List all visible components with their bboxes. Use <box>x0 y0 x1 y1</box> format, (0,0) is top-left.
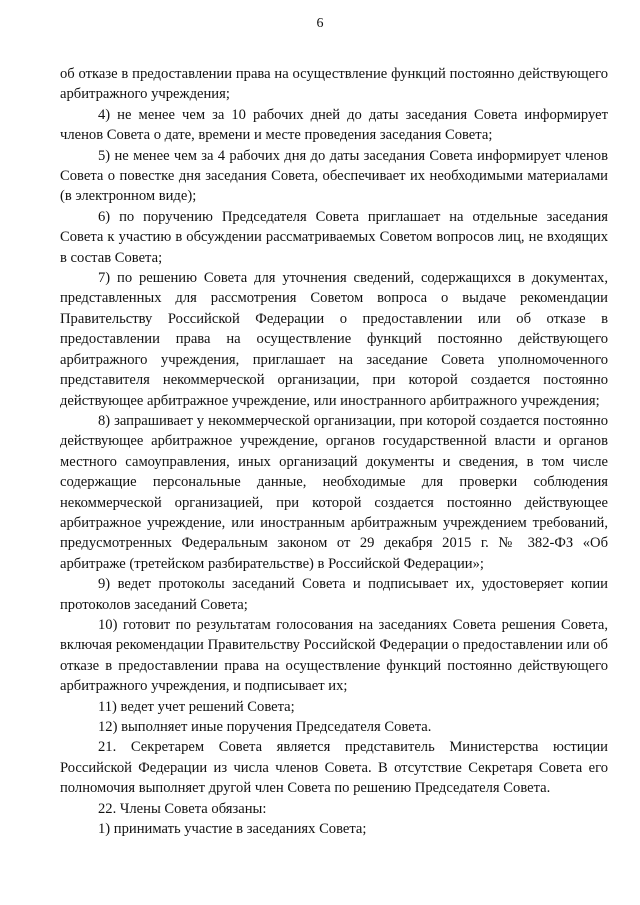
paragraph-item-12: 12) выполняет иные поручения Председателя Совета. <box>98 719 432 735</box>
paragraph-item-11: 11) ведет учет решений Совета; <box>98 698 295 715</box>
paragraph-item-8: 8) запрашивает у некоммерческой организации, при которой создается постоянно действующее арбитражное учреждение, органов государственной власти и органов местного самоуправления, иных организаций документы и сведения, в том числе содержащие персональные данные, необходимые для проверки соблюдения некоммерческой организацией, при которой создается постоянно действующее арбитражное учреждение, или иностранным арбитражным учреждением требований, предусмотренных Федеральным законом от 29 декабря 2015 г. № 382-ФЗ «Об арбитраже (третейском разбирательстве) в Российской Федерации»; <box>60 412 608 572</box>
paragraph-item-5: 5) не менее чем за 4 рабочих дня до даты заседания Совета информирует членов Совета о повестке дня заседания Совета, обеспечивает их необходимыми материалами (в электронном виде); <box>60 147 608 205</box>
paragraph-section-22-item-1: 1) принимать участие в заседаниях Совета; <box>98 821 367 838</box>
paragraph-item-4: 4) не менее чем за 10 рабочих дней до даты заседания Совета информирует членов Совета о дате, времени и месте проведения заседания Совета; <box>60 106 608 144</box>
paragraph-item-6: 6) по поручению Председателя Совета приглашает на отдельные заседания Совета к участию в обсуждении рассматриваемых Советом вопросов лиц, не входящих в состав Совета; <box>60 208 608 266</box>
document-body <box>60 64 608 839</box>
paragraph-continuation: об отказе в предоставлении права на осуществление функций постоянно действующего арбитражного учреждения; <box>60 66 608 103</box>
paragraph-item-9: 9) ведет протоколы заседаний Совета и подписывает их, удостоверяет копии протоколов заседаний Совета; <box>60 576 608 613</box>
paragraph-section-22: 22. Члены Совета обязаны: <box>98 800 267 817</box>
paragraph-item-7: 7) по решению Совета для уточнения сведений, содержащихся в документах, представленных для рассмотрения Советом вопроса о выдаче рекомендации Правительству Российской Федерации о предоставлении или об отказе в предоставлении права на осуществление функций постоянно действующего арбитражного учреждения, приглашает на заседание Совета уполномоченного представителя некоммерческой организации, при которой создается постоянно действующее арбитражное учреждение, или иностранного арбитражного учреждения; <box>60 270 608 409</box>
paragraph-item-10: 10) готовит по результатам голосования на заседаниях Совета решения Совета, включая рекомендации Правительству Российской Федерации о предоставлении или об отказе в предоставлении права на осуществление функций постоянно действующего арбитражного учреждения, и подписывает их; <box>60 616 608 695</box>
paragraph-section-21: 21. Секретарем Совета является представитель Министерства юстиции Российской Федерации из числа членов Совета. В отсутствие Секретаря Совета его полномочия выполняет другой член Совета по решению Председателя Совета. <box>60 739 608 797</box>
page-number: 6 <box>316 16 324 31</box>
